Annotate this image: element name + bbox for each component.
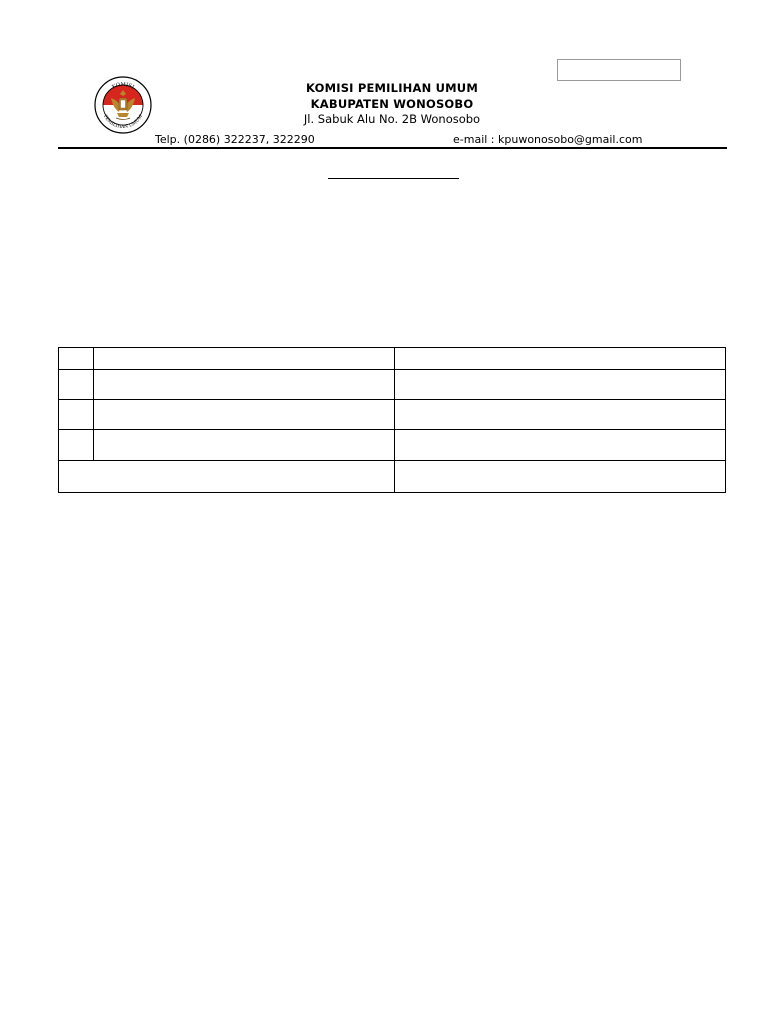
- document-title-underline: [328, 178, 459, 179]
- logo-text-bottom: PEMILIHAN UMUM: [102, 114, 145, 131]
- header-divider: [58, 147, 727, 149]
- organization-name: KOMISI PEMILIHAN UMUM: [306, 81, 478, 95]
- top-right-empty-box: [557, 59, 681, 81]
- organization-address: Jl. Sabuk Alu No. 2B Wonosobo: [303, 112, 481, 126]
- organization-region: KABUPATEN WONOSOBO: [310, 97, 474, 111]
- empty-table: [58, 347, 726, 493]
- logo-text-top: KOMISI: [111, 81, 135, 91]
- kpu-logo: [94, 76, 152, 134]
- kpu-garuda-emblem-icon: [94, 76, 152, 134]
- organization-email: e-mail : kpuwonosobo@gmail.com: [453, 133, 643, 146]
- organization-phone: Telp. (0286) 322237, 322290: [155, 133, 315, 146]
